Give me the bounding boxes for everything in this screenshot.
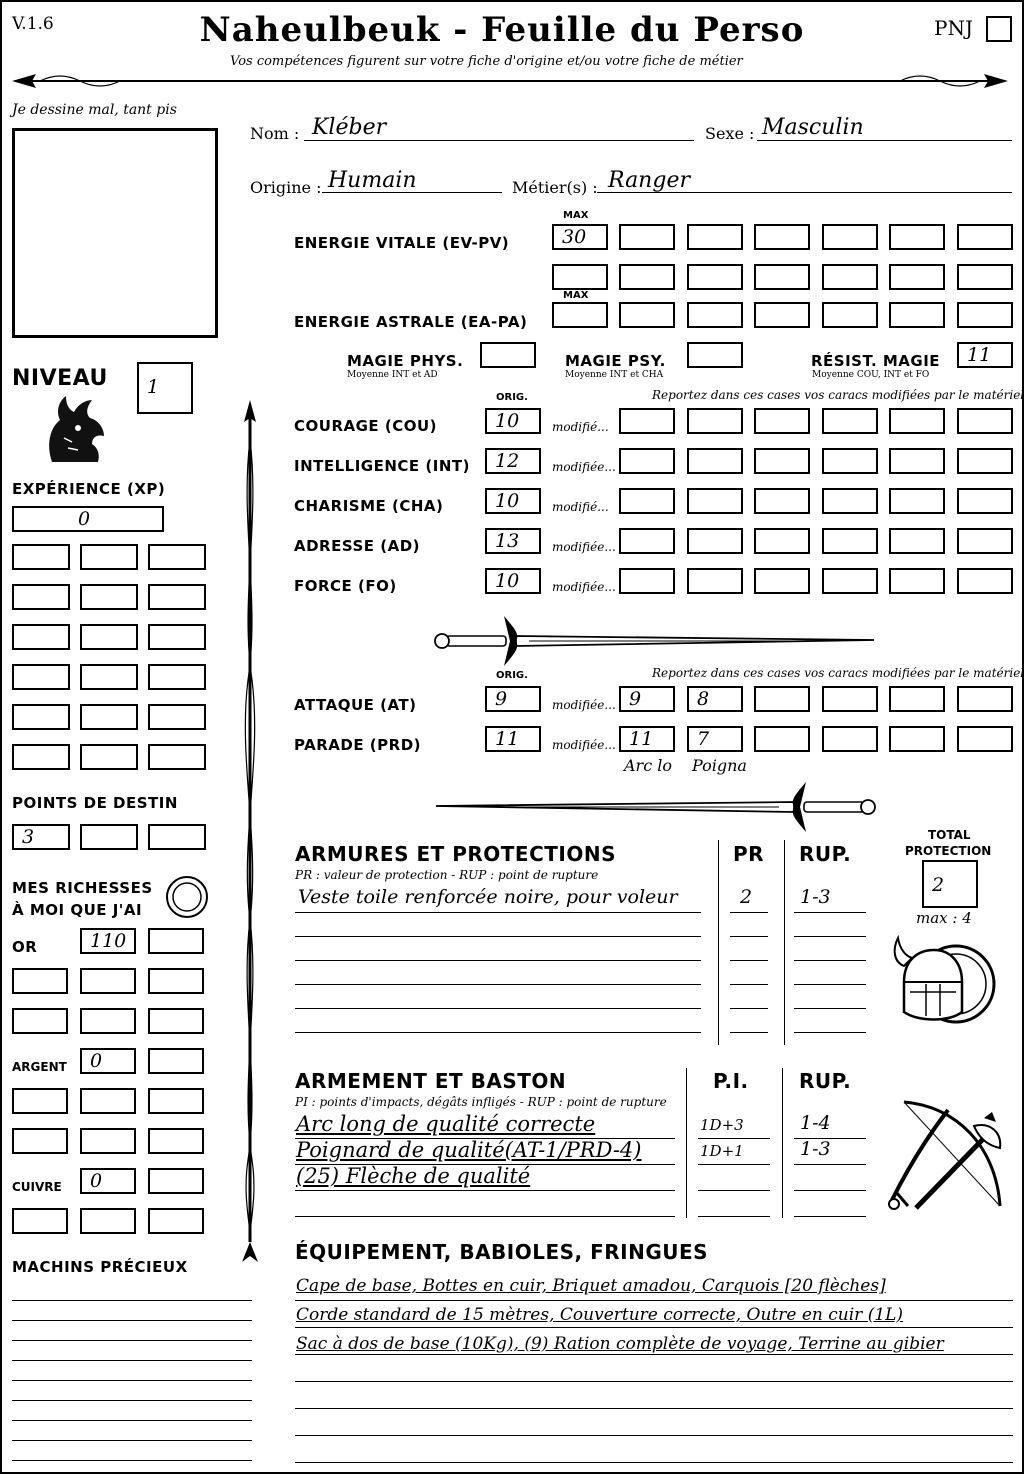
armure-pr-line[interactable] [730, 1008, 768, 1009]
armure-pr-line[interactable] [730, 936, 768, 937]
destin-label: POINTS DE DESTIN [12, 794, 178, 812]
argent-label: ARGENT [12, 1060, 67, 1074]
money-box[interactable] [80, 968, 136, 994]
xp-box[interactable] [148, 544, 206, 570]
arme-pi-line[interactable] [698, 1138, 770, 1139]
equipement-title: ÉQUIPEMENT, BABIOLES, FRINGUES [295, 1240, 709, 1264]
money-box[interactable] [12, 1008, 68, 1034]
experience-label: EXPÉRIENCE (XP) [12, 480, 166, 498]
xp-box[interactable] [148, 584, 206, 610]
combat-report-note: Reportez dans ces cases vos caracs modifiées par le matériel [652, 666, 1024, 680]
sword-icon-2 [434, 780, 876, 834]
parade-mod-label: modifiée... [552, 738, 616, 752]
arme-pi[interactable]: 1D+3 [700, 1116, 744, 1134]
cuivre-label: CUIVRE [12, 1180, 62, 1194]
ev-track-box[interactable] [619, 264, 675, 290]
experience-box[interactable]: 0 [12, 506, 164, 532]
carac-mod-box[interactable] [619, 528, 675, 554]
richesses-label-2: À MOI QUE J'AI [12, 901, 143, 919]
attaque-mod-label: modifiée... [552, 698, 616, 712]
arme-name[interactable]: Arc long de qualité correcte [296, 1112, 596, 1136]
ea-track-box[interactable] [754, 302, 810, 328]
destin-box-2[interactable] [80, 824, 138, 850]
carac-mod-box[interactable] [889, 408, 945, 434]
armure-name-line[interactable] [295, 984, 701, 985]
armures-divider-2 [784, 840, 785, 1045]
xp-box[interactable] [12, 664, 70, 690]
carac-mod-box[interactable] [889, 568, 945, 594]
portrait-box[interactable] [12, 128, 218, 338]
money-box[interactable] [148, 928, 204, 954]
carac-label: ADRESSE (AD) [294, 537, 421, 555]
machins-line[interactable] [12, 1440, 252, 1441]
carac-mod-box[interactable] [619, 448, 675, 474]
resist-magie-note: Moyenne COU, INT et FO [812, 370, 930, 380]
carac-mod-box[interactable] [822, 448, 878, 474]
armures-rup-header: RUP. [799, 842, 852, 866]
money-box[interactable] [148, 1168, 204, 1194]
carac-label: FORCE (FO) [294, 577, 397, 595]
carac-mod-box[interactable] [687, 568, 743, 594]
ev-track-box[interactable] [889, 224, 945, 250]
money-box[interactable] [148, 1088, 204, 1114]
dragon-icon [42, 394, 108, 466]
armement-rup-header: RUP. [799, 1069, 852, 1093]
equip-line[interactable] [295, 1435, 1013, 1436]
total-label-1: TOTAL [928, 828, 971, 842]
machins-line[interactable] [12, 1320, 252, 1321]
total-protection-box[interactable]: 2 [922, 860, 978, 908]
xp-box[interactable] [12, 704, 70, 730]
nom-underline [304, 140, 694, 141]
pnj-checkbox[interactable] [986, 16, 1012, 42]
page-subtitle: Vos compétences figurent sur votre fiche d'origine et/ou votre fiche de métier [230, 54, 743, 69]
machins-line[interactable] [12, 1420, 252, 1421]
richesses-label-1: MES RICHESSES [12, 879, 153, 897]
sexe-label: Sexe : [705, 124, 755, 143]
armure-pr-line[interactable] [730, 912, 768, 913]
sexe-value[interactable]: Masculin [762, 115, 864, 140]
arme-name[interactable]: (25) Flèche de qualité [296, 1164, 531, 1188]
armure-pr[interactable]: 2 [740, 886, 753, 908]
carac-mod-box[interactable] [619, 408, 675, 434]
armure-rup-line[interactable] [794, 984, 866, 985]
carac-orig-box[interactable]: 10 [485, 568, 541, 594]
carac-mod-box[interactable] [957, 488, 1013, 514]
carac-mod-box[interactable] [687, 408, 743, 434]
ev-track-box[interactable] [754, 224, 810, 250]
ea-label: ENERGIE ASTRALE (EA-PA) [294, 313, 528, 331]
arme-pi-line[interactable] [698, 1190, 770, 1191]
arme-pi-line[interactable] [698, 1164, 770, 1165]
ev-track-box[interactable] [754, 264, 810, 290]
arme-rup-line[interactable] [794, 1216, 866, 1217]
money-box[interactable] [148, 1008, 204, 1034]
xp-box[interactable] [80, 624, 138, 650]
attaque-mod-box[interactable] [754, 686, 810, 712]
parade-label: PARADE (PRD) [294, 736, 422, 754]
ev-track-box[interactable] [687, 264, 743, 290]
carac-mod-label: modifiée... [552, 580, 616, 594]
money-box[interactable]: 110 [80, 928, 136, 954]
armure-name[interactable]: Veste toile renforcée noire, pour voleur [298, 886, 678, 908]
parade-mod-box[interactable] [754, 726, 810, 752]
carac-mod-box[interactable] [687, 488, 743, 514]
money-box[interactable]: 0 [80, 1168, 136, 1194]
magie-phys-box[interactable] [480, 342, 536, 368]
equip-line[interactable] [295, 1408, 1013, 1409]
armure-rup-line[interactable] [794, 960, 866, 961]
xp-box[interactable] [12, 744, 70, 770]
ea-track-box[interactable] [687, 302, 743, 328]
money-box[interactable] [148, 1048, 204, 1074]
portrait-caption: Je dessine mal, tant pis [12, 102, 177, 118]
ev-track-box[interactable] [552, 264, 608, 290]
resist-magie-label: RÉSIST. MAGIE [811, 352, 941, 370]
carac-mod-box[interactable] [619, 568, 675, 594]
attaque-orig-box[interactable]: 9 [485, 686, 541, 712]
ea-track-box[interactable] [957, 302, 1013, 328]
armure-pr-line[interactable] [730, 960, 768, 961]
xp-box[interactable] [80, 664, 138, 690]
mod-caption-1: Arc lo [624, 756, 672, 775]
money-box[interactable] [12, 968, 68, 994]
carac-mod-box[interactable] [957, 568, 1013, 594]
carac-orig-box[interactable]: 12 [485, 448, 541, 474]
carac-mod-box[interactable] [889, 448, 945, 474]
arme-rup[interactable]: 1-4 [800, 1112, 831, 1134]
metier-value[interactable]: Ranger [608, 168, 690, 193]
destin-box-3[interactable] [148, 824, 206, 850]
xp-box[interactable] [12, 624, 70, 650]
armures-divider-1 [718, 840, 719, 1045]
nom-label: Nom : [250, 124, 300, 143]
carac-mod-label: modifié... [552, 500, 609, 514]
arme-pi[interactable]: 1D+1 [700, 1142, 744, 1160]
ev-track-box[interactable] [619, 224, 675, 250]
machins-line[interactable] [12, 1460, 252, 1461]
equip-line[interactable] [295, 1381, 1013, 1382]
ea-max-label: MAX [563, 290, 589, 301]
xp-box[interactable] [148, 664, 206, 690]
armures-pr-header: PR [733, 842, 765, 866]
carac-mod-box[interactable] [754, 448, 810, 474]
equip-line[interactable] [295, 1354, 1013, 1355]
ev-track-box[interactable] [687, 224, 743, 250]
attaque-label: ATTAQUE (AT) [294, 696, 417, 714]
resist-magie-box[interactable]: 11 [957, 342, 1013, 368]
parade-mod-box[interactable] [957, 726, 1013, 752]
equip-line[interactable] [295, 1462, 1013, 1463]
attaque-mod-box[interactable] [957, 686, 1013, 712]
armure-rup-line[interactable] [794, 912, 866, 913]
carac-label: INTELLIGENCE (INT) [294, 457, 470, 475]
attaque-mod-box[interactable] [822, 686, 878, 712]
carac-mod-box[interactable] [889, 528, 945, 554]
carac-mod-box[interactable] [687, 448, 743, 474]
magie-phys-note: Moyenne INT et AD [347, 370, 438, 380]
carac-mod-label: modifiée... [552, 460, 616, 474]
attaque-mod-box[interactable]: 8 [687, 686, 743, 712]
carac-label: CHARISME (CHA) [294, 497, 444, 515]
equip-line[interactable] [295, 1327, 1013, 1328]
spear-divider-icon [238, 400, 262, 1262]
carac-mod-box[interactable] [619, 488, 675, 514]
money-box[interactable] [12, 1128, 68, 1154]
armure-name-line[interactable] [295, 960, 701, 961]
arme-rup[interactable]: 1-3 [800, 1138, 831, 1160]
xp-box[interactable] [12, 544, 70, 570]
sexe-underline [757, 140, 1012, 141]
equip-line-text[interactable]: Cape de base, Bottes en cuir, Briquet amadou, Carquois [20 flèches] [296, 1276, 886, 1296]
armure-rup-line[interactable] [794, 936, 866, 937]
ev-track-box[interactable] [822, 264, 878, 290]
armure-rup-line[interactable] [794, 1032, 866, 1033]
xp-box[interactable] [80, 704, 138, 730]
ea-track-box[interactable] [619, 302, 675, 328]
version-label: V.1.6 [12, 14, 54, 34]
carac-mod-box[interactable] [957, 448, 1013, 474]
niveau-label: NIVEAU [12, 366, 108, 391]
money-box[interactable] [12, 1208, 68, 1234]
pnj-label: PNJ [934, 16, 973, 40]
caracs-orig-label: ORIG. [496, 392, 528, 403]
armure-name-line[interactable] [295, 1032, 701, 1033]
money-box[interactable] [80, 1088, 136, 1114]
carac-mod-box[interactable] [957, 408, 1013, 434]
parade-orig-box[interactable]: 11 [485, 726, 541, 752]
carac-mod-label: modifiée... [552, 540, 616, 554]
ev-track-box[interactable] [957, 224, 1013, 250]
armement-divider-1 [686, 1068, 687, 1218]
carac-mod-box[interactable] [754, 568, 810, 594]
armure-name-line[interactable] [295, 1008, 701, 1009]
money-box[interactable] [148, 968, 204, 994]
ea-track-box[interactable] [822, 302, 878, 328]
magie-psy-label: MAGIE PSY. [565, 352, 666, 370]
machins-line[interactable] [12, 1380, 252, 1381]
machins-line[interactable] [12, 1300, 252, 1301]
money-box[interactable] [148, 1128, 204, 1154]
carac-mod-box[interactable] [822, 408, 878, 434]
parade-mod-box[interactable] [889, 726, 945, 752]
max-protection-note: max : 4 [916, 909, 972, 927]
or-label: OR [12, 938, 38, 956]
carac-orig-box[interactable]: 10 [485, 408, 541, 434]
carac-mod-box[interactable] [754, 408, 810, 434]
arrow-divider-icon [10, 70, 1010, 94]
mod-caption-2: Poigna [692, 756, 747, 775]
arme-pi-line[interactable] [698, 1216, 770, 1217]
money-box[interactable] [12, 1088, 68, 1114]
origine-value[interactable]: Humain [328, 168, 417, 193]
xp-box[interactable] [148, 744, 206, 770]
armure-rup[interactable]: 1-3 [800, 886, 831, 908]
ea-track-box[interactable] [889, 302, 945, 328]
carac-mod-label: modifié... [552, 420, 609, 434]
carac-mod-box[interactable] [822, 528, 878, 554]
armure-pr-line[interactable] [730, 1032, 768, 1033]
carac-mod-box[interactable] [957, 528, 1013, 554]
metier-label: Métier(s) : [512, 178, 598, 197]
ev-max-label: MAX [563, 210, 589, 221]
armement-note: PI : points d'impacts, dégâts infligés - RUP : point de rupture [295, 1095, 667, 1109]
money-box[interactable] [80, 1008, 136, 1034]
parade-mod-box[interactable]: 11 [619, 726, 675, 752]
page-title: Naheulbeuk - Feuille du Perso [199, 10, 805, 50]
caracs-report-note: Reportez dans ces cases vos caracs modifiées par le matériel [652, 388, 1024, 402]
equip-line-text[interactable]: Sac à dos de base (10Kg), (9) Ration complète de voyage, Terrine au gibier [296, 1334, 944, 1354]
armure-name-line[interactable] [295, 936, 701, 937]
xp-box[interactable] [148, 624, 206, 650]
money-box[interactable] [148, 1208, 204, 1234]
xp-box[interactable] [80, 544, 138, 570]
carac-mod-box[interactable] [889, 488, 945, 514]
money-box[interactable] [80, 1128, 136, 1154]
attaque-mod-box[interactable] [889, 686, 945, 712]
carac-orig-box[interactable]: 10 [485, 488, 541, 514]
coin-icon [164, 874, 210, 920]
helmet-shield-icon [890, 932, 1002, 1034]
origine-label: Origine : [250, 178, 322, 197]
equip-line[interactable] [295, 1300, 1013, 1301]
armures-note: PR : valeur de protection - RUP : point de rupture [295, 868, 599, 882]
xp-box[interactable] [148, 704, 206, 730]
carac-mod-box[interactable] [687, 528, 743, 554]
xp-box[interactable] [12, 584, 70, 610]
carac-mod-box[interactable] [754, 528, 810, 554]
ea-max-box[interactable] [552, 302, 608, 328]
armure-rup-line[interactable] [794, 1008, 866, 1009]
magie-psy-note: Moyenne INT et CHA [565, 370, 664, 380]
ev-max-box[interactable]: 30 [552, 224, 608, 250]
destin-box-1[interactable]: 3 [12, 824, 70, 850]
ev-track-box[interactable] [957, 264, 1013, 290]
carac-mod-box[interactable] [822, 488, 878, 514]
ev-label: ENERGIE VITALE (EV-PV) [294, 234, 510, 252]
ev-track-box[interactable] [822, 224, 878, 250]
arme-rup-line[interactable] [794, 1190, 866, 1191]
machins-label: MACHINS PRÉCIEUX [12, 1258, 188, 1276]
money-box[interactable]: 0 [80, 1048, 136, 1074]
armure-pr-line[interactable] [730, 984, 768, 985]
xp-box[interactable] [80, 744, 138, 770]
armement-pi-header: P.I. [713, 1069, 749, 1093]
machins-line[interactable] [12, 1340, 252, 1341]
armement-title: ARMEMENT ET BASTON [295, 1069, 567, 1093]
ev-track-box[interactable] [889, 264, 945, 290]
parade-mod-box[interactable]: 7 [687, 726, 743, 752]
carac-mod-box[interactable] [754, 488, 810, 514]
arme-rup-line[interactable] [794, 1164, 866, 1165]
arme-name-line[interactable] [295, 1216, 675, 1217]
armement-divider-2 [782, 1068, 783, 1218]
nom-value[interactable]: Kléber [312, 115, 387, 140]
carac-label: COURAGE (COU) [294, 417, 438, 435]
money-box[interactable] [80, 1208, 136, 1234]
machins-line[interactable] [12, 1360, 252, 1361]
machins-line[interactable] [12, 1400, 252, 1401]
armure-name-line[interactable] [295, 912, 701, 913]
attaque-mod-box[interactable]: 9 [619, 686, 675, 712]
niveau-box[interactable]: 1 [137, 362, 193, 414]
total-label-2: PROTECTION [905, 844, 992, 858]
parade-mod-box[interactable] [822, 726, 878, 752]
carac-mod-box[interactable] [822, 568, 878, 594]
combat-orig-label: ORIG. [496, 670, 528, 681]
sword-icon [434, 614, 876, 668]
arme-name-line[interactable] [295, 1190, 675, 1191]
xp-box[interactable] [80, 584, 138, 610]
magie-phys-label: MAGIE PHYS. [347, 352, 464, 370]
armures-title: ARMURES ET PROTECTIONS [295, 842, 616, 866]
weapons-icon [886, 1096, 1012, 1220]
magie-psy-box[interactable] [687, 342, 743, 368]
equip-line-text[interactable]: Corde standard de 15 mètres, Couverture correcte, Outre en cuir (1L) [296, 1305, 904, 1325]
arme-name[interactable]: Poignard de qualité(AT-1/PRD-4) [296, 1138, 642, 1162]
carac-orig-box[interactable]: 13 [485, 528, 541, 554]
